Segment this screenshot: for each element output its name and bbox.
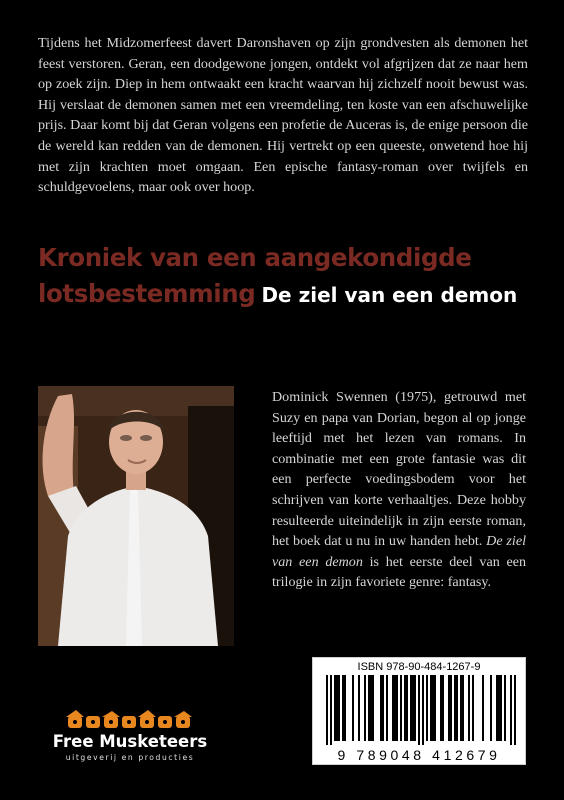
barcode-bar xyxy=(498,675,500,741)
barcode-bar xyxy=(392,675,394,741)
barcode-bar xyxy=(406,675,408,741)
ean-digits: 9 789048 412679 xyxy=(337,747,501,763)
barcode-bar xyxy=(468,675,470,741)
barcode-bar xyxy=(372,675,374,741)
book-title: De ziel van een demon xyxy=(261,283,518,307)
barcode-bar xyxy=(440,675,442,741)
barcode-bar xyxy=(344,675,346,741)
barcode-bar xyxy=(330,675,332,745)
barcode-bar xyxy=(442,675,444,741)
barcode-bar xyxy=(414,675,416,741)
barcode-bar xyxy=(430,675,432,741)
musketeer-hats-icon xyxy=(66,710,194,730)
publisher-tagline: uitgeverij en producties xyxy=(65,753,195,762)
isbn-barcode xyxy=(312,657,526,765)
author-bio xyxy=(272,387,526,593)
isbn-label: ISBN 978-90-484-1267-9 xyxy=(357,661,481,673)
barcode-bar xyxy=(382,675,384,741)
barcode-bar xyxy=(404,675,406,741)
barcode-bar xyxy=(418,675,420,745)
publisher-logo xyxy=(40,710,220,770)
barcode-bar xyxy=(450,675,452,741)
author-bio-text: Dominick Swennen (1975), getrouwd met Suzy en papa van Dorian, begon al op jonge leeftijd met het lezen van romans. In combinatie met een grote fantasie was dit een perfecte voedingsbodem voor het schrijven van korte verhaaltjes. Deze hobby resulteerde uiteindelijk in zijn eerste roman, het boek dat u nu in uw handen hebt. xyxy=(272,389,526,550)
barcode-bar xyxy=(412,675,414,741)
barcode-bar xyxy=(514,675,516,745)
barcode-bar xyxy=(462,675,464,741)
barcode-bar xyxy=(500,675,502,741)
barcode-bar xyxy=(380,675,382,741)
barcode-bar xyxy=(336,675,338,741)
barcode-bar xyxy=(482,675,484,741)
barcode-bar xyxy=(432,675,434,741)
barcode-bar xyxy=(496,675,498,741)
barcode-bar xyxy=(454,675,456,741)
barcode-bar xyxy=(422,675,424,745)
barcode-bar xyxy=(368,675,370,741)
barcode-bar xyxy=(426,675,428,741)
barcode-bar xyxy=(394,675,396,741)
barcode-bar xyxy=(504,675,506,741)
barcode-bar xyxy=(456,675,458,741)
barcode-bar xyxy=(410,675,412,741)
author-photo xyxy=(38,386,234,646)
series-title-text: Kroniek van een aangekondigde lotsbestemming xyxy=(38,243,472,308)
barcode-bar xyxy=(460,675,462,741)
barcode-bar xyxy=(448,675,450,741)
barcode-bars xyxy=(319,675,519,745)
author-photo-illustration xyxy=(38,386,234,646)
barcode-bar xyxy=(352,675,354,741)
barcode-bar xyxy=(358,675,360,741)
barcode-bar xyxy=(364,675,366,741)
barcode-bar xyxy=(370,675,372,741)
barcode-bar xyxy=(400,675,402,741)
barcode-bar xyxy=(434,675,436,741)
barcode-bar xyxy=(386,675,388,741)
publisher-name: Free Musketeers xyxy=(52,732,208,751)
barcode-bar xyxy=(510,675,512,745)
barcode-bar xyxy=(472,675,474,741)
barcode-bar xyxy=(342,675,344,741)
series-title xyxy=(38,240,538,313)
barcode-bar xyxy=(338,675,340,741)
barcode-bar xyxy=(490,675,492,741)
barcode-bar xyxy=(326,675,328,745)
synopsis-text: Tijdens het Midzomerfeest davert Daronshaven op zijn grondvesten als demonen het feest verstoren. Geran, een doodgewone jongen, ontdekt vol afgrijzen dat ze naar hem op zoek zijn. Diep in hem ontwaakt een kracht waarvan hij zichzelf nooit bewust was. Hij verslaat de demonen samen met een vreemdeling, ten koste van een afschuwelijke prijs. Daar komt bij dat Geran volgens een profetie de Auceras is, de enige persoon die de wereld kan redden van de demonen. Hij vertrekt op een queeste, onwetend hoe hij met zijn krachten moet omgaan. Een epische fantasy-roman over twijfels en schuldgevoelens, maar ook over hoop. xyxy=(38,35,528,196)
barcode-bar xyxy=(334,675,336,741)
author-bio-book-title: De ziel van een demon xyxy=(272,533,526,570)
author-bio-text-end: is het eerste deel van een trilogie in zijn favoriete genre: fantasy. xyxy=(272,553,527,591)
barcode-bar xyxy=(396,675,398,741)
